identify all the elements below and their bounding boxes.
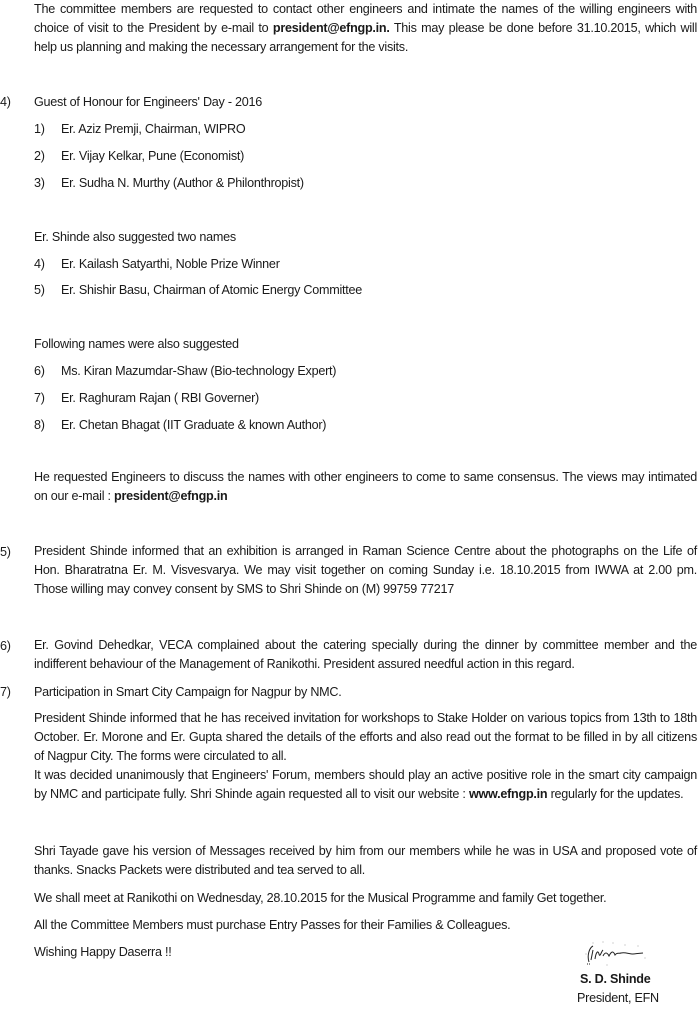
- list-item: Er. Raghuram Rajan ( RBI Governer): [61, 391, 259, 405]
- also-suggested-note: Following names were also suggested: [34, 337, 239, 351]
- shinde-note: Er. Shinde also suggested two names: [34, 230, 236, 244]
- list-number: 8): [34, 418, 45, 432]
- list-number: 5): [34, 283, 45, 297]
- entry-passes-note: All the Committee Members must purchase Entry Passes for their Families & Colleagues.: [34, 918, 511, 932]
- president-email[interactable]: president@efngp.in.: [272, 21, 390, 35]
- list-number: 6): [34, 364, 45, 378]
- request-email[interactable]: president@efngp.in: [114, 489, 228, 503]
- greeting: Wishing Happy Daserra !!: [34, 945, 172, 959]
- list-item: Er. Shishir Basu, Chairman of Atomic Energy Committee: [61, 283, 363, 297]
- list-number: 3): [34, 176, 45, 190]
- meeting-note: We shall meet at Ranikothi on Wednesday, 28.10.2015 for the Musical Programme and family Get together.: [34, 891, 607, 905]
- list-number: 7): [34, 391, 45, 405]
- item-number: 5): [0, 545, 11, 559]
- item-number: 4): [0, 95, 11, 109]
- list-number: 4): [34, 257, 45, 271]
- request-paragraph: He requested Engineers to discuss the names with other engineers to come to same consensus. The views may intimated on our e-mail : president@efngp.in: [34, 470, 697, 503]
- item-number: 7): [0, 685, 11, 699]
- decision-paragraph: It was decided unanimously that Engineers' Forum, members should play an active positive role in the smart city campaign by NMC and participate fully. Shri Shinde again requested all to visit our website : www.efngp.in regularly for the updates.: [34, 768, 697, 801]
- website-link[interactable]: www.efngp.in: [468, 787, 548, 801]
- signatory-name: S. D. Shinde: [580, 972, 651, 986]
- signatory-title: President, EFN: [577, 991, 659, 1005]
- list-item: Er. Sudha N. Murthy (Author & Philonthropist): [61, 176, 304, 190]
- exhibition-paragraph: President Shinde informed that an exhibition is arranged in Raman Science Centre about the photographs on the Life of Hon. Bharatratna Er. M. Visvesvarya. We may visit together on coming Sunday i.e. 18.10.2015 from IWWA at 2.00 pm. Those willing may convey consent by SMS to Shri Shinde on (M) 99759 77217: [34, 544, 697, 596]
- list-item: Er. Aziz Premji, Chairman, WIPRO: [61, 122, 246, 136]
- list-item: Er. Kailash Satyarthi, Noble Prize Winner: [61, 257, 280, 271]
- item-number: 6): [0, 639, 11, 653]
- item-title: Guest of Honour for Engineers' Day - 2016: [34, 95, 263, 109]
- catering-paragraph: Er. Govind Dehedkar, VECA complained about the catering specially during the dinner by committee member and the indifferent behaviour of the Management of Ranikothi. President assured needful action in this regard.: [34, 638, 697, 671]
- intro-paragraph: The committee members are requested to contact other engineers and intimate the names of the willing engineers with choice of visit to the President by e-mail to president@efngp.in. This may please be done before 31.10.2015, which will help us planning and making the necessary arrangement for the visits.: [34, 2, 697, 54]
- list-item: Ms. Kiran Mazumdar-Shaw (Bio-technology Expert): [61, 364, 337, 378]
- list-number: 1): [34, 122, 45, 136]
- list-number: 2): [34, 149, 45, 163]
- workshop-paragraph: President Shinde informed that he has received invitation for workshops to Stake Holder on various topics from 13th to 18th October. Er. Morone and Er. Gupta shared the details of the efforts and also read out the format to be filled in by all citizens of Nagpur City. The forms were circulated to all.: [34, 711, 697, 763]
- list-item: Er. Vijay Kelkar, Pune (Economist): [61, 149, 245, 163]
- signature-image: [583, 940, 648, 968]
- vote-of-thanks-paragraph: Shri Tayade gave his version of Messages received by him from our members while he was in USA and proposed vote of thanks. Snacks Packets were distributed and tea served to all.: [34, 844, 697, 877]
- item-title: Participation in Smart City Campaign for Nagpur by NMC.: [34, 685, 342, 699]
- list-item: Er. Chetan Bhagat (IIT Graduate & known Author): [61, 418, 327, 432]
